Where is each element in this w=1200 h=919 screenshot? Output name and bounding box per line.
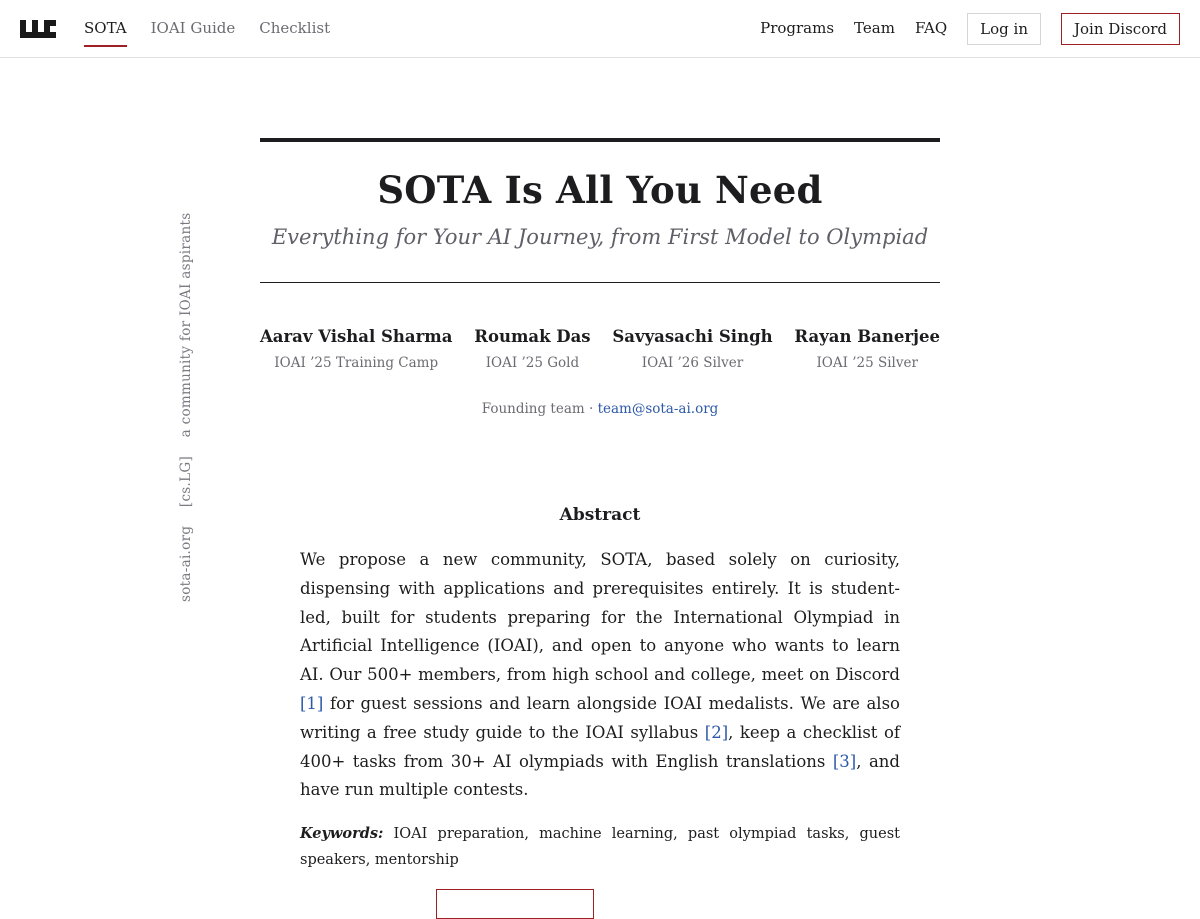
bottom-primary-button[interactable] xyxy=(436,889,594,919)
nav-link-checklist[interactable]: Checklist xyxy=(259,19,331,37)
abstract-text-part: , and have run multiple contests. xyxy=(300,751,900,800)
author-affiliation: IOAI ’25 Silver xyxy=(816,355,918,371)
title-rule-top xyxy=(260,138,940,142)
author-block xyxy=(260,325,452,373)
founding-team-line xyxy=(260,399,940,419)
author-name: Rayan Banerjee xyxy=(794,327,940,346)
nav-link-sota[interactable]: SOTA xyxy=(84,0,127,57)
sota-pixel-logo-icon[interactable] xyxy=(20,20,56,38)
author-name: Roumak Das xyxy=(474,327,591,346)
side-stamp-category: [cs.LG] xyxy=(178,455,194,508)
primary-nav xyxy=(84,0,354,57)
author-name: Savyasachi Singh xyxy=(612,327,773,346)
author-affiliation: IOAI ’25 Gold xyxy=(485,355,580,371)
top-navigation-bar xyxy=(0,0,1200,58)
keywords-list: IOAI preparation, machine learning, past olympiad tasks, guest speakers, mentorship xyxy=(300,826,900,869)
login-button[interactable]: Log in xyxy=(967,13,1041,45)
abstract-paragraph xyxy=(300,546,900,805)
nav-link-programs[interactable]: Programs xyxy=(760,19,835,37)
abstract-text-part: We propose a new community, SOTA, based solely on curiosity, dispensing with applications and prerequisites entirely. It is student-led, built for students preparing for the International Olympiad in Artificial Intelligence (IOAI), and open to anyone who wants to learn AI. Our 500+ members, from high school and college, meet on Discord xyxy=(300,550,900,685)
team-email-link[interactable]: team@sota-ai.org xyxy=(597,401,719,417)
nav-link-ioai-guide[interactable]: IOAI Guide xyxy=(150,19,236,37)
author-block xyxy=(474,325,590,373)
author-block xyxy=(794,325,940,373)
title-rule-bottom xyxy=(260,282,940,283)
abstract-heading: Abstract xyxy=(559,505,641,525)
author-affiliation: IOAI ’26 Silver xyxy=(641,355,744,371)
author-block xyxy=(612,325,772,373)
side-stamp-tagline: a community for IOAI aspirants xyxy=(178,212,194,438)
arxiv-style-side-stamp xyxy=(178,212,194,602)
nav-link-team[interactable]: Team xyxy=(854,19,895,37)
page-title: SOTA Is All You Need xyxy=(377,168,823,212)
citation-link-discord[interactable]: [1] xyxy=(300,693,324,713)
nav-link-faq[interactable]: FAQ xyxy=(914,19,948,37)
paper-header xyxy=(260,138,940,419)
founding-team-label: Founding team · xyxy=(481,401,598,417)
abstract-text-part: for guest sessions and learn alongside IOAI medalists. We are also writing a free study guide to the IOAI syllabus xyxy=(300,693,900,742)
keywords-line xyxy=(300,821,900,873)
side-stamp-domain: sota-ai.org xyxy=(178,525,194,602)
secondary-nav xyxy=(760,0,1180,57)
page-subtitle: Everything for Your AI Journey, from First Model to Olympiad xyxy=(271,225,929,249)
abstract-text-part: , keep a checklist of 400+ tasks from 30+ AI olympiads with English translations xyxy=(300,722,900,771)
citation-link-checklist[interactable]: [3] xyxy=(832,751,857,771)
abstract-section xyxy=(300,502,900,873)
author-affiliation: IOAI ’25 Training Camp xyxy=(274,355,439,371)
join-discord-button[interactable]: Join Discord xyxy=(1061,13,1180,45)
author-list xyxy=(260,325,940,373)
author-name: Aarav Vishal Sharma xyxy=(260,327,453,346)
keywords-label: Keywords: xyxy=(300,825,384,843)
citation-link-guide[interactable]: [2] xyxy=(704,722,729,742)
